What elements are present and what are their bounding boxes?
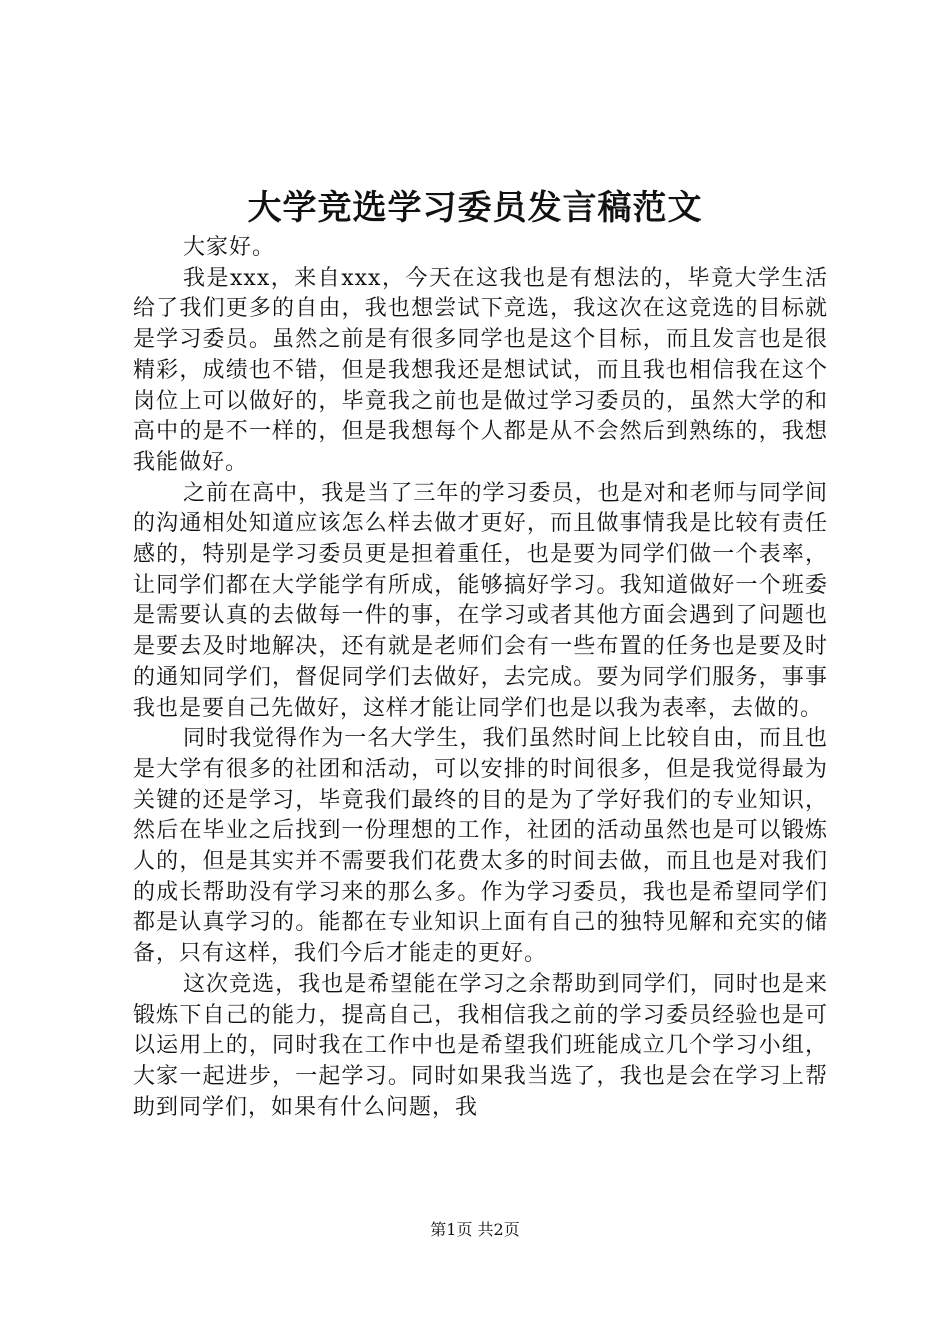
paragraph-high-school-experience: 之前在高中，我是当了三年的学习委员，也是对和老师与同学间的沟通相处知道应该怎么样去做才更好，而且做事情我是比较有责任感的，特别是学习委员更是担着重任，也是要为同学们做一个表率，让同学们都在大学能学有所成，能够搞好学习。我知道做好一个班委是需要认真的去做每一件的事，在学习或者其他方面会遇到了问题也是要去及时地解决，还有就是老师们会有一些布置的任务也是要及时的通知同学们，督促同学们去做好，去完成。要为同学们服务，事事我也是要自己先做好，这样才能让同学们也是以我为表率，去做的。 — [133, 480, 828, 721]
page-footer: 第1页 共2页 — [430, 1220, 520, 1239]
document-title: 大学竞选学习委员发言稿范文 — [247, 188, 703, 228]
paragraph-greeting: 大家好。 — [183, 235, 276, 260]
paragraph-election-goals: 这次竞选，我也是希望能在学习之余帮助到同学们，同时也是来锻炼下自己的能力，提高自己，我相信我之前的学习委员经验也是可以运用上的，同时我在工作中也是希望我们班能成立几个学习小组，大家一起进步，一起学习。同时如果我当选了，我也是会在学习上帮助到同学们，如果有什么问题，我 — [133, 971, 828, 1120]
paragraph-introduction: 我是xxx，来自xxx，今天在这我也是有想法的，毕竟大学生活给了我们更多的自由，我也想尝试下竞选，我这次在这竞选的目标就是学习委员。虽然之前是有很多同学也是这个目标，而且发言也是很精彩，成绩也不错，但是我想我还是想试试，而且我也相信我在这个岗位上可以做好的，毕竟我之前也是做过学习委员的，虽然大学的和高中的是不一样的，但是我想每个人都是从不会然后到熟练的，我想我能做好。 — [133, 265, 828, 475]
document-body — [133, 233, 828, 1123]
paragraph-study-priority: 同时我觉得作为一名大学生，我们虽然时间上比较自由，而且也是大学有很多的社团和活动，可以安排的时间很多，但是我觉得最为关键的还是学习，毕竟我们最终的目的是为了学好我们的专业知识，然后在毕业之后找到一份理想的工作，社团的活动虽然也是可以锻炼人的，但是其实并不需要我们花费太多的时间去做，而且也是对我们的成长帮助没有学习来的那么多。作为学习委员，我也是希望同学们都是认真学习的。能都在专业知识上面有自己的独特见解和充实的储备，只有这样，我们今后才能走的更好。 — [133, 726, 828, 967]
